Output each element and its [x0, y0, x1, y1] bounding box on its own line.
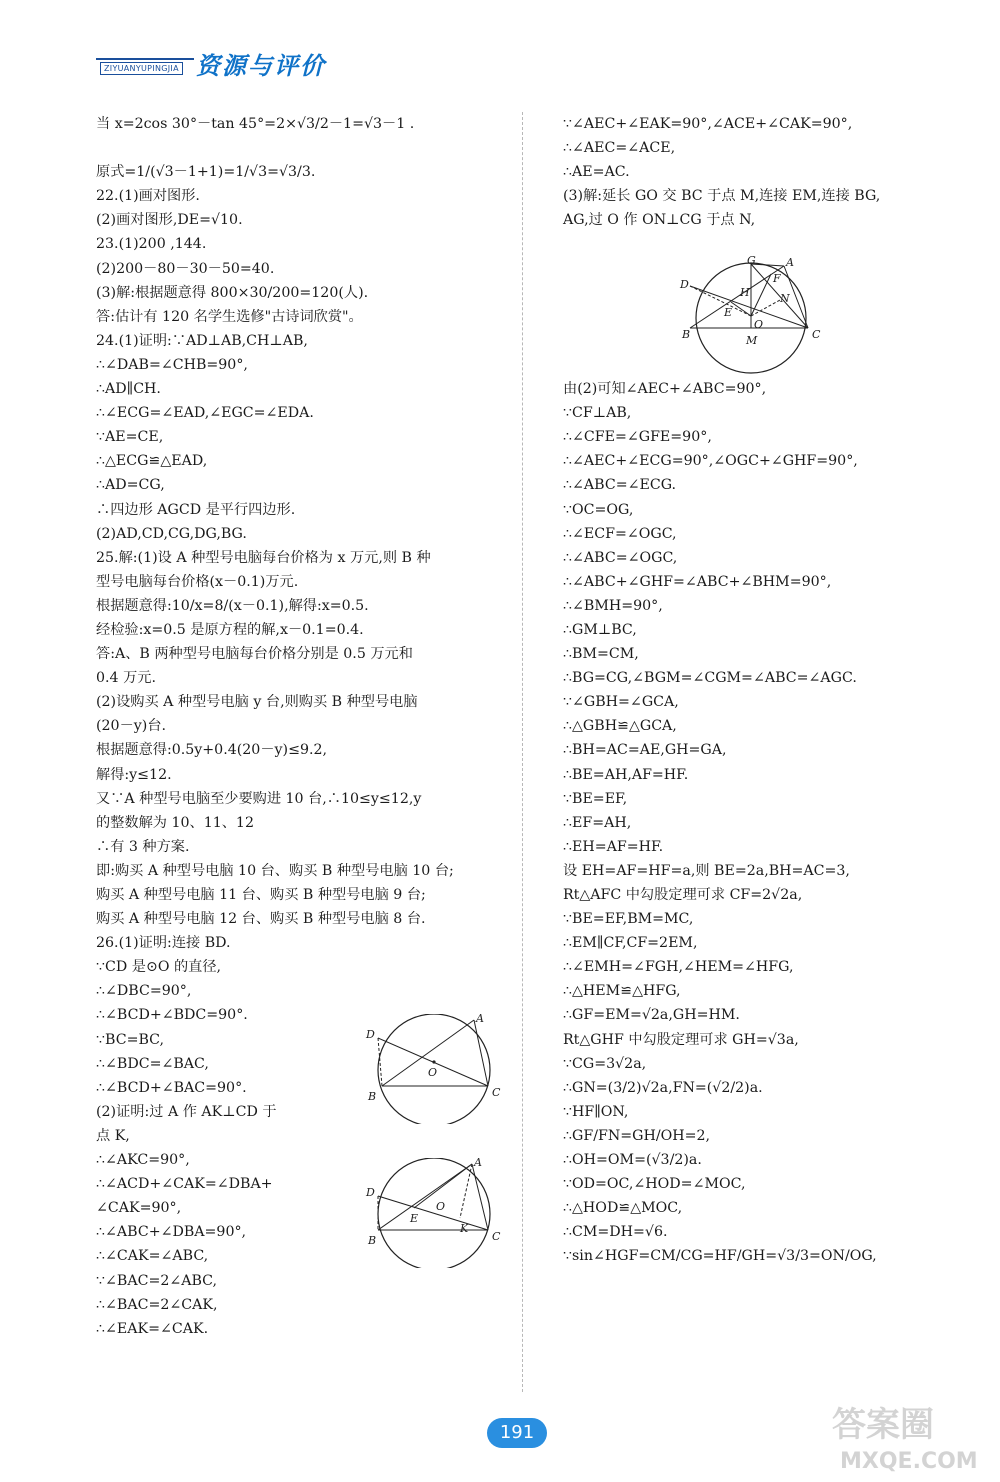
svg-text:答案圈: 答案圈: [832, 1405, 934, 1445]
text-line: 经检验:x=0.5 是原方程的解,x－0.1=0.4.: [96, 621, 364, 638]
text-line: ∴GM⊥BC,: [563, 621, 637, 638]
text-line: ∴GF=EM=√2a,GH=HM.: [563, 1007, 740, 1024]
text-line: ∴∠BDC=∠BAC,: [96, 1055, 209, 1072]
text-line: ∴△HEM≌△HFG,: [563, 983, 681, 1000]
text-line: ∴∠EAK=∠CAK.: [96, 1320, 209, 1337]
figure-circle-geometry-3: [362, 1158, 512, 1268]
watermark-logo: [826, 1398, 996, 1478]
text-line: 答:估计有 120 名学生选修"古诗词欣赏"。: [96, 308, 363, 325]
text-line: 23.(1)200 ,144.: [96, 236, 207, 253]
text-line: ∴∠ECG=∠EAD,∠EGC=∠EDA.: [96, 405, 314, 422]
text-line: ∵OD=OC,∠HOD=∠MOC,: [563, 1176, 746, 1193]
point-label-D: D: [366, 1028, 375, 1041]
text-line: ∴GN=(3/2)√2a,FN=(√2/2)a.: [563, 1079, 763, 1096]
text-line: ∴∠CAK=∠ABC,: [96, 1248, 209, 1265]
text-line: ∴∠ABC=∠ECG.: [563, 477, 677, 494]
text-line: 根据题意得:10/x=8/(x－0.1),解得:x=0.5.: [96, 597, 369, 614]
point-label-O: O: [428, 1066, 438, 1079]
text-line: ∵BE=EF,: [563, 790, 628, 807]
text-line: ∴AD=CG,: [96, 477, 165, 494]
text-line: ∴∠ABC=∠OGC,: [563, 549, 678, 566]
text-line: AG,过 O 作 ON⊥CG 于点 N,: [563, 212, 756, 229]
left-column: [96, 112, 501, 1341]
point-label-B: B: [368, 1234, 377, 1247]
text-line: ∵CF⊥AB,: [563, 405, 632, 422]
text-line: (3)解:根据题意得 800×30/200=120(人).: [96, 284, 369, 301]
header-rule: [96, 58, 194, 60]
text-line: ∵CG=3√2a,: [563, 1055, 647, 1072]
point-label-M: M: [746, 334, 758, 347]
text-line: ∴AE=AC.: [563, 164, 630, 181]
text-line: 解得:y≤12.: [96, 766, 172, 783]
text-line: ∵AE=CE,: [96, 429, 164, 446]
point-label-O: O: [436, 1200, 446, 1213]
text-line: 又∵A 种型号电脑至少要购进 10 台,∴10≤y≤12,y: [96, 790, 422, 807]
point-label-A: A: [476, 1014, 484, 1025]
text-line: ∴∠CFE=∠GFE=90°,: [563, 429, 712, 446]
text-line: ∴AD∥CH.: [96, 381, 161, 398]
text-line: 型号电脑每台价格(x－0.1)万元.: [96, 573, 299, 590]
text-line: (3)解:延长 GO 交 BC 于点 M,连接 EM,连接 BG,: [563, 188, 881, 205]
text-line: [563, 232, 943, 256]
text-line: ∵BE=EF,BM=MC,: [563, 911, 694, 928]
text-line: ∴BG=CG,∠BGM=∠CGM=∠ABC=∠AGC.: [563, 670, 857, 687]
text-line: [96, 136, 501, 160]
text-line: ∴四边形 AGCD 是平行四边形.: [96, 501, 296, 518]
text-line: 购买 A 种型号电脑 12 台、购买 B 种型号电脑 8 台.: [96, 911, 426, 928]
text-line: ∴∠BAC=2∠CAK,: [96, 1296, 218, 1313]
text-line: ∴∠EMH=∠FGH,∠HEM=∠HFG,: [563, 959, 794, 976]
text-line: Rt△GHF 中勾股定理可求 GH=√3a,: [563, 1031, 799, 1048]
text-line: 设 EH=AF=HF=a,则 BE=2a,BH=AC=3,: [563, 862, 850, 879]
text-line: ∴∠AEC=∠ACE,: [563, 140, 676, 157]
text-line: (2)画对图形,DE=√10.: [96, 212, 243, 229]
page-header: [96, 44, 346, 84]
text-line: ∴BM=CM,: [563, 646, 639, 663]
text-line: ∵HF∥ON,: [563, 1103, 629, 1120]
text-line: ∴∠ECF=∠OGC,: [563, 525, 677, 542]
text-line: ∵∠AEC+∠EAK=90°,∠ACE+∠CAK=90°,: [563, 116, 853, 132]
text-line: (2)200－80－30－50=40.: [96, 260, 275, 277]
point-label-C: C: [492, 1230, 501, 1243]
point-label-G: G: [747, 256, 756, 267]
text-line: ∴CM=DH=√6.: [563, 1224, 668, 1241]
header-title: 资源与评价: [196, 52, 326, 80]
point-label-E: E: [724, 306, 733, 319]
text-line: 答:A、B 两种型号电脑每台价格分别是 0.5 万元和: [96, 646, 413, 663]
text-line: ∴∠BCD+∠BAC=90°.: [96, 1079, 247, 1096]
point-label-N: N: [780, 292, 790, 305]
point-label-E: E: [410, 1212, 419, 1225]
point-label-D: D: [366, 1186, 375, 1199]
point-label-C: C: [812, 328, 821, 341]
text-line: 点 K,: [96, 1127, 130, 1144]
text-line: ∴△HOD≌△MOC,: [563, 1200, 683, 1217]
text-line: ∴BH=AC=AE,GH=GA,: [563, 742, 727, 759]
text-line: ∴∠AKC=90°,: [96, 1152, 190, 1169]
column-divider: [522, 112, 523, 1392]
text-line: 22.(1)画对图形.: [96, 188, 200, 205]
text-line: 原式=1/(√3－1+1)=1/√3=√3/3.: [96, 164, 316, 181]
text-line: ∴∠ABC+∠DBA=90°,: [96, 1224, 247, 1241]
text-line: 25.解:(1)设 A 种型号电脑每台价格为 x 万元,则 B 种: [96, 549, 431, 566]
text-line: 0.4 万元.: [96, 670, 156, 687]
text-line: 由(2)可知∠AEC+∠ABC=90°,: [563, 381, 767, 398]
text-line: ∠CAK=90°,: [96, 1200, 182, 1217]
text-line: Rt△AFC 中勾股定理可求 CF=2√2a,: [563, 887, 803, 903]
text-line: ∵sin∠HGF=CM/CG=HF/GH=√3/3=ON/OG,: [563, 1248, 877, 1265]
text-line: ∴GF/FN=GH/OH=2,: [563, 1127, 711, 1144]
point-label-O: O: [754, 318, 764, 331]
text-line: ∴∠AEC+∠ECG=90°,∠OGC+∠GHF=90°,: [563, 453, 858, 470]
text-line: ∴∠DAB=∠CHB=90°,: [96, 356, 248, 373]
page-number: 191: [487, 1418, 547, 1448]
text-line: ∴OH=OM=(√3/2)a.: [563, 1152, 702, 1169]
text-line: 26.(1)证明:连接 BD.: [96, 935, 231, 952]
header-subtitle: ZIYUANYUPINGJIA: [100, 62, 183, 75]
text-line: ∵OC=OG,: [563, 501, 634, 518]
text-line: ∴EF=AH,: [563, 814, 632, 831]
text-line: ∴有 3 种方案.: [96, 838, 190, 855]
text-line: ∴△GBH≌△GCA,: [563, 718, 677, 735]
text-line: ∴∠BCD+∠BDC=90°.: [96, 1007, 248, 1024]
figure-circle-geometry-2: [362, 1014, 512, 1124]
text-line: (20－y)台.: [96, 718, 167, 735]
text-line: ∴EH=AF=HF.: [563, 838, 664, 855]
text-line: (2)设购买 A 种型号电脑 y 台,则购买 B 种型号电脑: [96, 694, 418, 711]
text-line: 24.(1)证明:∵AD⊥AB,CH⊥AB,: [96, 332, 308, 349]
text-line: ∴BE=AH,AF=HF.: [563, 766, 689, 783]
point-label-B: B: [368, 1090, 377, 1103]
text-line: 的整数解为 10、11、12: [96, 814, 254, 831]
text-line: 即:购买 A 种型号电脑 10 台、购买 B 种型号电脑 10 台;: [96, 862, 454, 879]
svg-text:MXQE.COM: MXQE.COM: [840, 1449, 978, 1474]
text-line: ∴EM∥CF,CF=2EM,: [563, 935, 698, 952]
point-label-C: C: [492, 1086, 501, 1099]
text-line: 当 x=2cos 30°－tan 45°=2×√3/2－1=√3－1 .: [96, 116, 415, 132]
text-line: ∴∠ACD+∠CAK=∠DBA+: [96, 1176, 273, 1193]
point-label-K: K: [460, 1222, 469, 1235]
text-line: ∴∠BMH=90°,: [563, 597, 663, 614]
text-line: ∵∠BAC=2∠ABC,: [96, 1272, 218, 1289]
figure-circle-geometry-1: [676, 256, 826, 376]
point-label-A: A: [786, 256, 794, 269]
text-line: ∵CD 是⊙O 的直径,: [96, 959, 222, 976]
text-line: (2)AD,CD,CG,DG,BG.: [96, 525, 247, 542]
point-label-F: F: [773, 272, 781, 285]
text-line: (2)证明:过 A 作 AK⊥CD 于: [96, 1103, 277, 1120]
point-label-H: H: [740, 286, 750, 299]
text-line: 购买 A 种型号电脑 11 台、购买 B 种型号电脑 9 台;: [96, 887, 426, 903]
text-line: ∴∠DBC=90°,: [96, 983, 192, 1000]
text-line: ∴△ECG≌△EAD,: [96, 453, 208, 470]
point-label-A: A: [474, 1158, 482, 1169]
text-line: ∴∠ABC+∠GHF=∠ABC+∠BHM=90°,: [563, 573, 832, 590]
point-label-D: D: [680, 278, 689, 291]
point-label-B: B: [682, 328, 691, 341]
text-line: 根据题意得:0.5y+0.4(20－y)≤9.2,: [96, 742, 328, 759]
text-line: ∵BC=BC,: [96, 1031, 165, 1048]
text-line: ∵∠GBH=∠GCA,: [563, 694, 679, 711]
